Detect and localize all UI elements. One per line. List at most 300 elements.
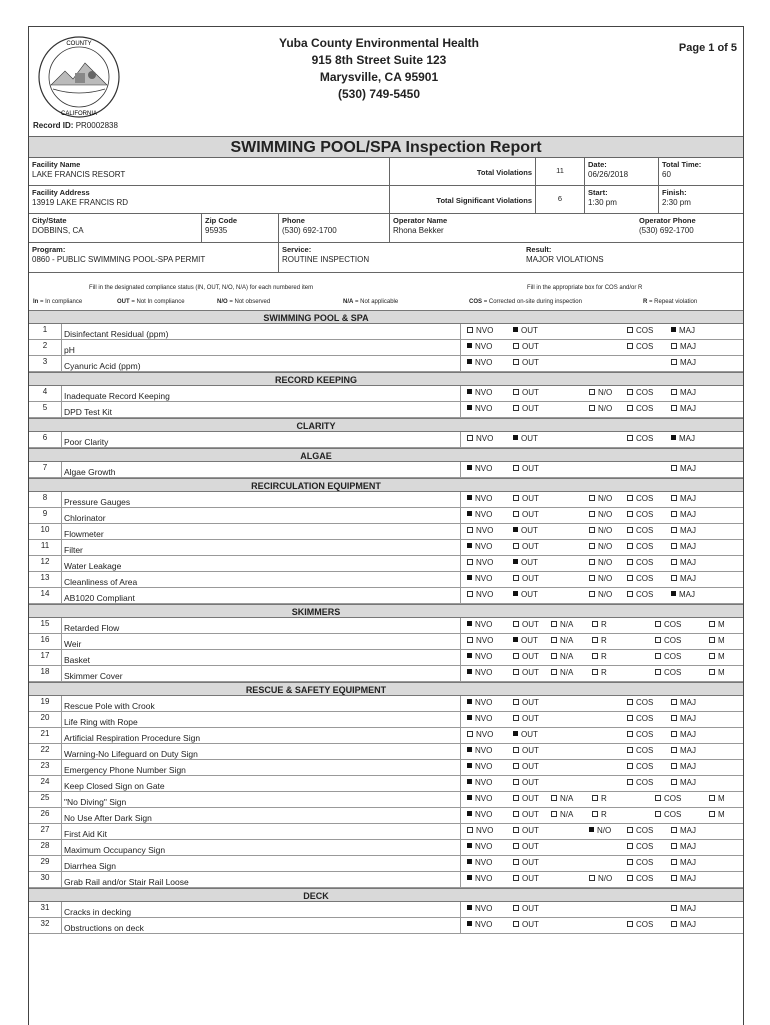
unchecked-box-icon xyxy=(627,921,633,927)
checkbox-maj[interactable] xyxy=(671,842,696,852)
unchecked-box-icon xyxy=(671,495,677,501)
checkbox-out[interactable] xyxy=(513,652,539,662)
checkbox-out[interactable] xyxy=(513,464,539,474)
checkbox-out[interactable] xyxy=(513,858,539,868)
checkbox-nvo[interactable] xyxy=(467,730,493,740)
checkbox-nvo[interactable] xyxy=(467,826,493,836)
checkbox-cos[interactable] xyxy=(627,842,653,852)
checkbox-label: N/O xyxy=(598,542,613,551)
checked-box-icon xyxy=(467,747,472,752)
checkbox-label: MAJ xyxy=(680,842,696,851)
column-divider xyxy=(460,872,461,887)
checkbox-out[interactable] xyxy=(513,778,539,788)
checkbox-cos[interactable] xyxy=(627,762,653,772)
checkbox-label: COS xyxy=(636,526,654,535)
checkbox-label: NVO xyxy=(475,746,493,755)
checkbox-label: COS xyxy=(636,574,654,583)
section-title: RECIRCULATION EQUIPMENT xyxy=(251,481,381,491)
unchecked-box-icon xyxy=(627,591,633,597)
agency-name: Yuba County Environmental Health xyxy=(278,36,480,50)
checkbox-na[interactable] xyxy=(551,652,573,662)
checkbox-r[interactable] xyxy=(592,794,607,804)
column-divider xyxy=(460,432,461,447)
checkbox-r[interactable] xyxy=(592,668,607,678)
unchecked-box-icon xyxy=(592,621,598,627)
checkbox-label: MAJ xyxy=(680,920,696,929)
checkbox-maj[interactable] xyxy=(671,526,696,536)
checkbox-nvo[interactable] xyxy=(467,388,492,398)
item-number: 10 xyxy=(29,524,62,539)
facility-address-label: Facility Address xyxy=(32,188,90,197)
checkbox-cos[interactable] xyxy=(627,746,653,756)
checked-box-icon xyxy=(467,495,472,500)
column-divider xyxy=(460,744,461,759)
checkbox-maj[interactable] xyxy=(671,358,696,368)
checkbox-maj[interactable] xyxy=(671,874,696,884)
checkbox-out[interactable] xyxy=(513,590,538,600)
checkbox-label: OUT xyxy=(521,326,538,335)
unchecked-box-icon xyxy=(671,859,677,865)
checkbox-label: NVO xyxy=(475,620,493,629)
checkbox-cos[interactable] xyxy=(627,730,653,740)
checkbox-label: OUT xyxy=(521,730,538,739)
checked-box-icon xyxy=(467,465,472,470)
facility-name: LAKE FRANCIS RESORT xyxy=(32,170,126,179)
checkbox-out[interactable] xyxy=(513,730,538,740)
checkbox-out[interactable] xyxy=(513,526,538,536)
checked-box-icon xyxy=(467,621,472,626)
checkbox-label: OUT xyxy=(521,434,538,443)
checkbox-out[interactable] xyxy=(513,746,539,756)
section-header xyxy=(29,310,743,324)
unchecked-box-icon xyxy=(671,827,677,833)
checkbox-out[interactable] xyxy=(513,826,539,836)
checkbox-nvo[interactable] xyxy=(467,434,493,444)
unchecked-box-icon xyxy=(589,875,595,881)
checkbox-out[interactable] xyxy=(513,810,539,820)
item-description: Warning-No Lifeguard on Duty Sign xyxy=(64,749,198,759)
checkbox-maj[interactable] xyxy=(671,464,696,474)
checkbox-nvo[interactable] xyxy=(467,778,492,788)
checkbox-nvo[interactable] xyxy=(467,652,492,662)
checkbox-no-obs[interactable] xyxy=(589,874,612,884)
checkbox-label: NVO xyxy=(475,778,493,787)
checkbox-nvo[interactable] xyxy=(467,794,492,804)
checkbox-na[interactable] xyxy=(551,794,573,804)
item-description: No Use After Dark Sign xyxy=(64,813,152,823)
checkbox-cos[interactable] xyxy=(655,620,681,630)
checkbox-label: COS xyxy=(636,874,654,883)
column-divider xyxy=(460,918,461,933)
checkbox-nvo[interactable] xyxy=(467,494,492,504)
checkbox-maj[interactable] xyxy=(671,326,695,336)
checkbox-cos[interactable] xyxy=(655,636,681,646)
checkbox-r[interactable] xyxy=(592,620,607,630)
checkbox-m[interactable] xyxy=(709,652,725,662)
inspection-item-row xyxy=(29,792,743,808)
checkbox-out[interactable] xyxy=(513,698,539,708)
checkbox-maj[interactable] xyxy=(671,920,696,930)
inspection-item-row xyxy=(29,776,743,792)
checkbox-maj[interactable] xyxy=(671,388,696,398)
checkbox-label: MAJ xyxy=(680,762,696,771)
checkbox-m[interactable] xyxy=(709,668,725,678)
checkbox-label: NVO xyxy=(476,326,494,335)
checkbox-label: N/A xyxy=(560,652,574,661)
checkbox-label: OUT xyxy=(522,778,539,787)
checkbox-no-obs[interactable] xyxy=(589,388,612,398)
checkbox-out[interactable] xyxy=(513,794,539,804)
checkbox-out[interactable] xyxy=(513,388,539,398)
checkbox-out[interactable] xyxy=(513,874,539,884)
checkbox-maj[interactable] xyxy=(671,730,696,740)
checkbox-label: NVO xyxy=(476,526,494,535)
item-description: First Aid Kit xyxy=(64,829,107,839)
start-value: 1:30 pm xyxy=(588,198,617,207)
item-number: 2 xyxy=(29,340,62,355)
checkbox-maj[interactable] xyxy=(671,404,696,414)
checkbox-out[interactable] xyxy=(513,842,539,852)
checkbox-nvo[interactable] xyxy=(467,810,492,820)
finish-value: 2:30 pm xyxy=(662,198,691,207)
checkbox-nvo[interactable] xyxy=(467,698,492,708)
inspection-items xyxy=(29,310,743,934)
checkbox-label: N/O xyxy=(598,404,613,413)
unchecked-box-icon xyxy=(551,621,557,627)
unchecked-box-icon xyxy=(655,811,661,817)
checkbox-maj[interactable] xyxy=(671,858,696,868)
checkbox-label: NVO xyxy=(475,574,493,583)
checkbox-cos[interactable] xyxy=(627,858,653,868)
checkbox-m[interactable] xyxy=(709,794,725,804)
checkbox-nvo[interactable] xyxy=(467,920,492,930)
unchecked-box-icon xyxy=(592,811,598,817)
checked-box-icon xyxy=(467,795,472,800)
checkbox-maj[interactable] xyxy=(671,434,695,444)
checkbox-na[interactable] xyxy=(551,620,573,630)
legend-na: N/A = Not applicable xyxy=(343,299,399,305)
column-divider xyxy=(460,340,461,355)
checkbox-r[interactable] xyxy=(592,810,607,820)
checkbox-label: NVO xyxy=(475,842,493,851)
phone-cell xyxy=(279,214,390,243)
checkbox-label: N/O xyxy=(598,388,613,397)
checked-box-icon xyxy=(467,543,472,548)
checkbox-nvo[interactable] xyxy=(467,574,492,584)
checkbox-no-obs[interactable] xyxy=(589,574,612,584)
checkbox-label: OUT xyxy=(522,714,539,723)
checkbox-out[interactable] xyxy=(513,620,539,630)
inspection-item-row xyxy=(29,824,743,840)
checkbox-label: R xyxy=(601,668,607,677)
unchecked-box-icon xyxy=(551,795,557,801)
checkbox-label: N/A xyxy=(560,620,574,629)
checkbox-label: MAJ xyxy=(680,388,696,397)
checked-box-icon xyxy=(467,511,472,516)
checkbox-r[interactable] xyxy=(592,652,607,662)
unchecked-box-icon xyxy=(671,905,677,911)
checkbox-nvo[interactable] xyxy=(467,590,493,600)
checkbox-maj[interactable] xyxy=(671,590,695,600)
checkbox-out[interactable] xyxy=(513,342,539,352)
checkbox-label: NVO xyxy=(475,494,493,503)
inspection-item-row xyxy=(29,696,743,712)
checkbox-no-obs[interactable] xyxy=(589,590,612,600)
checkbox-na[interactable] xyxy=(551,636,573,646)
checkbox-maj[interactable] xyxy=(671,574,696,584)
checkbox-out[interactable] xyxy=(513,434,538,444)
inspection-item-row xyxy=(29,402,743,418)
inspection-item-row xyxy=(29,386,743,402)
checkbox-out[interactable] xyxy=(513,558,538,568)
item-description: Basket xyxy=(64,655,90,665)
column-divider xyxy=(460,402,461,417)
zip-label: Zip Code xyxy=(205,216,238,225)
checkbox-label: COS xyxy=(636,510,654,519)
result-value: MAJOR VIOLATIONS xyxy=(526,255,604,264)
column-divider xyxy=(460,462,461,477)
checkbox-label: COS xyxy=(636,388,654,397)
checkbox-maj[interactable] xyxy=(671,494,696,504)
column-divider xyxy=(460,696,461,711)
checkbox-label: M xyxy=(718,668,725,677)
checkbox-nvo[interactable] xyxy=(467,762,492,772)
checkbox-cos[interactable] xyxy=(655,652,681,662)
checkbox-nvo[interactable] xyxy=(467,904,492,914)
item-number: 5 xyxy=(29,402,62,417)
checkbox-label: COS xyxy=(636,494,654,503)
unchecked-box-icon xyxy=(513,921,519,927)
checkbox-no-obs[interactable] xyxy=(589,542,612,552)
unchecked-box-icon xyxy=(589,543,595,549)
unchecked-box-icon xyxy=(671,779,677,785)
checkbox-label: COS xyxy=(636,434,654,443)
checkbox-m[interactable] xyxy=(709,620,725,630)
unchecked-box-icon xyxy=(627,827,633,833)
checkbox-cos[interactable] xyxy=(627,542,653,552)
checkbox-cos[interactable] xyxy=(627,590,653,600)
checkbox-out[interactable] xyxy=(513,326,538,336)
checkbox-cos[interactable] xyxy=(627,920,653,930)
checkbox-nvo[interactable] xyxy=(467,510,492,520)
checkbox-cos[interactable] xyxy=(627,342,653,352)
checkbox-nvo[interactable] xyxy=(467,636,493,646)
checkbox-no-obs[interactable] xyxy=(589,510,612,520)
checkbox-maj[interactable] xyxy=(671,762,696,772)
checkbox-nvo[interactable] xyxy=(467,858,492,868)
checkbox-label: MAJ xyxy=(680,874,696,883)
section-title: RECORD KEEPING xyxy=(274,375,357,385)
checkbox-out[interactable] xyxy=(513,636,538,646)
checkbox-maj[interactable] xyxy=(671,714,696,724)
unchecked-box-icon xyxy=(671,843,677,849)
date-value: 06/26/2018 xyxy=(588,170,629,179)
unchecked-box-icon xyxy=(671,731,677,737)
checkbox-maj[interactable] xyxy=(671,342,696,352)
checkbox-out[interactable] xyxy=(513,574,539,584)
checkbox-label: OUT xyxy=(522,794,539,803)
inspection-item-row xyxy=(29,872,743,888)
checkbox-nvo[interactable] xyxy=(467,358,492,368)
checkbox-nvo[interactable] xyxy=(467,668,492,678)
item-description: Emergency Phone Number Sign xyxy=(64,765,186,775)
checkbox-label: COS xyxy=(636,404,654,413)
checkbox-label: COS xyxy=(636,762,654,771)
checkbox-nvo[interactable] xyxy=(467,526,493,536)
total-sig-label: Total Significant Violations xyxy=(436,195,532,205)
checkbox-cos[interactable] xyxy=(627,574,653,584)
checkbox-out[interactable] xyxy=(513,714,539,724)
facility-address: 13919 LAKE FRANCIS RD xyxy=(32,198,129,207)
checkbox-nvo[interactable] xyxy=(467,842,492,852)
checkbox-cos[interactable] xyxy=(655,810,681,820)
section-header xyxy=(29,888,743,902)
checkbox-label: NVO xyxy=(475,404,493,413)
checkbox-m[interactable] xyxy=(709,810,725,820)
checkbox-label: M xyxy=(718,620,725,629)
item-number: 15 xyxy=(29,618,62,633)
checkbox-nvo[interactable] xyxy=(467,714,492,724)
column-divider xyxy=(460,492,461,507)
checkbox-na[interactable] xyxy=(551,668,573,678)
checkbox-maj[interactable] xyxy=(671,510,696,520)
checkbox-nvo[interactable] xyxy=(467,342,492,352)
unchecked-box-icon xyxy=(589,559,595,565)
inspection-item-row xyxy=(29,462,743,478)
checkbox-maj[interactable] xyxy=(671,778,696,788)
item-number: 28 xyxy=(29,840,62,855)
unchecked-box-icon xyxy=(589,527,595,533)
checkbox-maj[interactable] xyxy=(671,904,696,914)
agency-phone: (530) 749-5450 xyxy=(337,87,421,101)
unchecked-box-icon xyxy=(655,621,661,627)
checkbox-label: R xyxy=(601,636,607,645)
unchecked-box-icon xyxy=(592,637,598,643)
checkbox-nvo[interactable] xyxy=(467,558,493,568)
checkbox-no-obs[interactable] xyxy=(589,558,612,568)
checkbox-cos[interactable] xyxy=(627,526,653,536)
checked-box-icon xyxy=(513,591,518,596)
checkbox-out[interactable] xyxy=(513,542,539,552)
checkbox-cos[interactable] xyxy=(627,404,653,414)
inspection-item-row xyxy=(29,712,743,728)
checkbox-label: OUT xyxy=(522,920,539,929)
checkbox-m[interactable] xyxy=(709,636,725,646)
checkbox-cos[interactable] xyxy=(655,794,681,804)
checkbox-cos[interactable] xyxy=(655,668,681,678)
unchecked-box-icon xyxy=(709,669,715,675)
checkbox-out[interactable] xyxy=(513,904,539,914)
unchecked-box-icon xyxy=(589,591,595,597)
checkbox-cos[interactable] xyxy=(627,698,653,708)
item-description: Algae Growth xyxy=(64,467,116,477)
checkbox-out[interactable] xyxy=(513,668,539,678)
item-number: 21 xyxy=(29,728,62,743)
checkbox-maj[interactable] xyxy=(671,826,696,836)
checkbox-out[interactable] xyxy=(513,404,539,414)
checkbox-cos[interactable] xyxy=(627,326,653,336)
checkbox-out[interactable] xyxy=(513,358,539,368)
checkbox-out[interactable] xyxy=(513,494,539,504)
total-sig-violations: 6 xyxy=(536,186,585,214)
checkbox-no-obs[interactable] xyxy=(589,494,612,504)
checkbox-cos[interactable] xyxy=(627,874,653,884)
checkbox-cos[interactable] xyxy=(627,388,653,398)
unchecked-box-icon xyxy=(627,405,633,411)
unchecked-box-icon xyxy=(671,465,677,471)
checkbox-label: OUT xyxy=(522,404,539,413)
inspection-item-row xyxy=(29,744,743,760)
checkbox-label: NVO xyxy=(475,794,493,803)
checkbox-cos[interactable] xyxy=(627,434,653,444)
program-value: 0860 - PUBLIC SWIMMING POOL-SPA PERMIT xyxy=(32,255,206,264)
unchecked-box-icon xyxy=(671,575,677,581)
checkbox-maj[interactable] xyxy=(671,698,696,708)
checkbox-r[interactable] xyxy=(592,636,607,646)
unchecked-box-icon xyxy=(513,621,519,627)
checkbox-nvo[interactable] xyxy=(467,464,492,474)
inspection-item-row xyxy=(29,324,743,340)
checkbox-out[interactable] xyxy=(513,510,539,520)
checkbox-cos[interactable] xyxy=(627,714,653,724)
checkbox-nvo[interactable] xyxy=(467,542,492,552)
checkbox-cos[interactable] xyxy=(627,558,653,568)
checkbox-cos[interactable] xyxy=(627,826,653,836)
unchecked-box-icon xyxy=(513,763,519,769)
checkbox-label: MAJ xyxy=(680,558,696,567)
checkbox-na[interactable] xyxy=(551,810,573,820)
checkbox-label: MAJ xyxy=(679,590,695,599)
checkbox-no-obs[interactable] xyxy=(589,526,612,536)
checkbox-maj[interactable] xyxy=(671,558,696,568)
checkbox-out[interactable] xyxy=(513,762,539,772)
unchecked-box-icon xyxy=(709,653,715,659)
unchecked-box-icon xyxy=(627,843,633,849)
inspection-item-row xyxy=(29,856,743,872)
checkbox-label: OUT xyxy=(522,762,539,771)
checkbox-nvo[interactable] xyxy=(467,746,492,756)
item-description: Cyanuric Acid (ppm) xyxy=(64,361,141,371)
item-description: Chlorinator xyxy=(64,513,106,523)
checkbox-label: NVO xyxy=(475,464,493,473)
unchecked-box-icon xyxy=(627,559,633,565)
service-label: Service: xyxy=(282,245,312,254)
checkbox-out[interactable] xyxy=(513,920,539,930)
checkbox-label: N/O xyxy=(598,494,613,503)
checkbox-label: OUT xyxy=(522,652,539,661)
checkbox-no-obs[interactable] xyxy=(589,404,612,414)
checkbox-label: M xyxy=(718,810,725,819)
checkbox-label: MAJ xyxy=(680,778,696,787)
checkbox-nvo[interactable] xyxy=(467,620,492,630)
checkbox-label: MAJ xyxy=(679,326,695,335)
checkbox-no-obs[interactable] xyxy=(589,826,611,836)
section-header xyxy=(29,448,743,462)
section-header xyxy=(29,418,743,432)
checkbox-label: NVO xyxy=(475,668,493,677)
service-cell xyxy=(279,243,523,273)
legend-instruction-right: Fill in the appropriate box for COS and/or R xyxy=(527,285,643,291)
checkbox-nvo[interactable] xyxy=(467,326,493,336)
checkbox-nvo[interactable] xyxy=(467,874,492,884)
checkbox-cos[interactable] xyxy=(627,510,653,520)
checkbox-cos[interactable] xyxy=(627,494,653,504)
checkbox-label: MAJ xyxy=(679,434,695,443)
checkbox-maj[interactable] xyxy=(671,746,696,756)
checkbox-maj[interactable] xyxy=(671,542,696,552)
checkbox-nvo[interactable] xyxy=(467,404,492,414)
checkbox-cos[interactable] xyxy=(627,778,653,788)
